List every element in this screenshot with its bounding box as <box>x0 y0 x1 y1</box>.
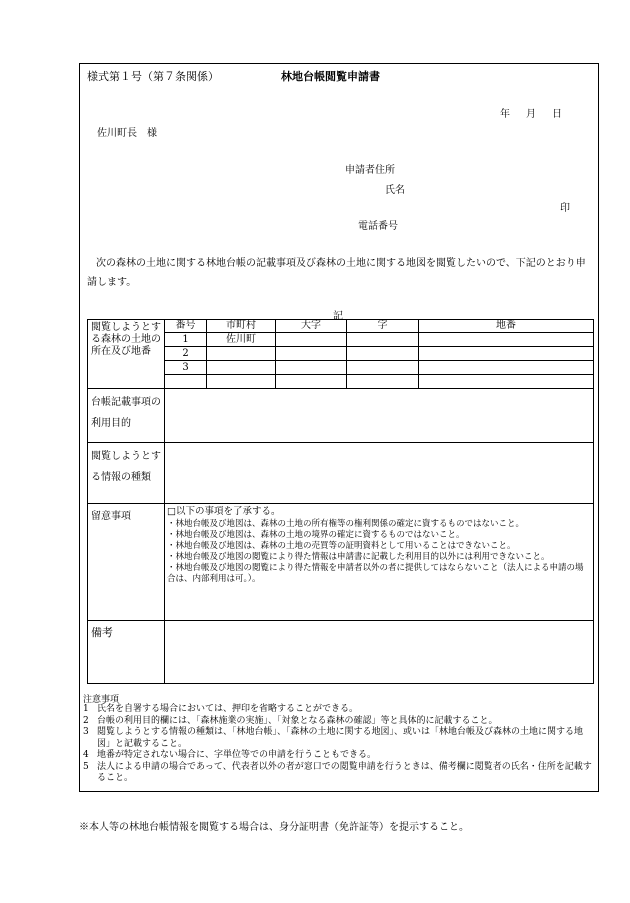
form-number: 様式第１号（第７条関係） <box>87 70 219 83</box>
date-year: 年 <box>500 109 510 120</box>
notice-content <box>165 504 594 621</box>
col-aza: 字 <box>347 320 419 333</box>
row-chiban[interactable] <box>419 347 594 361</box>
notice-item: ・林地台帳及び地図は、森林の土地の売買等の証明資料として用いることはできないこと。 <box>167 541 516 551</box>
seal-mark: 印 <box>560 203 570 214</box>
footnote-item: 3 閲覧しようとする情報の種類は、「林地台帳」、「森林の土地に関する地図」、或いは「林地台帳及び森林の土地に関する地図」と記載すること。 <box>83 727 584 749</box>
row-chiban[interactable] <box>419 361 594 375</box>
notice-item: ・林地台帳及び地図は、森林の土地の境界の確定に資するものではないこと。 <box>167 530 465 540</box>
footnote-item: 1 氏名を自署する場合においては、押印を省略することができる。 <box>83 704 359 714</box>
row-oaza[interactable] <box>276 375 347 389</box>
row-city[interactable] <box>207 375 276 389</box>
row-city[interactable] <box>207 347 276 361</box>
purpose-label: 台帳記載事項の利用目的 <box>88 389 165 443</box>
row-aza[interactable] <box>347 375 419 389</box>
col-chiban: 地番 <box>419 320 594 333</box>
date-month: 月 <box>526 109 536 120</box>
addressee: 佐川町長 様 <box>97 128 157 139</box>
info-type-label: 閲覧しようとする情報の種類 <box>88 443 165 504</box>
form-title: 林地台帳閲覧申請書 <box>281 70 380 83</box>
row-chiban[interactable] <box>419 333 594 347</box>
row-aza[interactable] <box>347 333 419 347</box>
notice-item: ・林地台帳及び地図の閲覧により得た情報を申請者以外の者に提供してはならないこと（法人による申請の場合は、内部利用は可。）。 <box>167 563 584 584</box>
location-label: 閲覧しようとする森林の土地の所在及び地番 <box>88 320 165 389</box>
remarks-field[interactable] <box>165 621 594 684</box>
notice-item: ・林地台帳及び地図の閲覧により得た情報は申請書に記載した利用目的以外には利用できないこと。 <box>167 552 550 562</box>
row-number: 1 <box>165 333 207 347</box>
row-number: 3 <box>165 361 207 375</box>
applicant-phone-label: 電話番号 <box>358 221 398 232</box>
row-oaza[interactable] <box>276 347 347 361</box>
row-aza[interactable] <box>347 347 419 361</box>
ki-label: 記 <box>333 311 343 322</box>
bottom-note: ※本人等の林地台帳情報を閲覧する場合は、身分証明書（免許証等）を提示すること。 <box>79 822 469 833</box>
row-oaza[interactable] <box>276 361 347 375</box>
info-type-field[interactable] <box>165 443 594 504</box>
applicant-name-label: 氏名 <box>385 185 405 196</box>
col-number: 番号 <box>165 320 207 333</box>
agree-checkbox[interactable]: □以下の事項を了承する。 <box>167 506 281 517</box>
footnotes-title: 注意事項 <box>83 695 120 705</box>
row-chiban[interactable] <box>419 375 594 389</box>
row-number <box>165 375 207 389</box>
footnotes-list <box>83 704 593 785</box>
purpose-field[interactable] <box>165 389 594 443</box>
notice-item: ・林地台帳及び地図は、森林の土地の所有権等の権利関係の確定に資するものではないこと。 <box>167 519 525 529</box>
row-oaza[interactable] <box>276 333 347 347</box>
row-city[interactable] <box>207 361 276 375</box>
date-line <box>500 105 578 120</box>
col-city: 市町村 <box>207 320 276 333</box>
row-number: 2 <box>165 347 207 361</box>
footnote-item: 4 地番が特定されない場合に、字単位等での申請を行うこともできる。 <box>83 750 377 760</box>
date-day: 日 <box>552 109 562 120</box>
applicant-address-label: 申請者住所 <box>345 165 395 176</box>
col-oaza: 大字 <box>276 320 347 333</box>
footnote-item: 2 台帳の利用目的欄には、「森林施業の実施」、「対象となる森林の確認」等と具体的に記載すること。 <box>83 715 498 726</box>
application-table <box>87 319 594 684</box>
remarks-label: 備考 <box>88 621 165 684</box>
row-city[interactable]: 佐川町 <box>207 333 276 347</box>
notice-label: 留意事項 <box>88 504 165 621</box>
intro-text: 次の森林の土地に関する林地台帳の記載事項及び森林の土地に関する地図を閲覧したいので、下記のとおり申請します。 <box>87 258 586 288</box>
footnote-item: 5 法人による申請の場合であって、代表者以外の者が窓口での閲覧申請を行うときは、備考欄に閲覧者の氏名・住所を記載すること。 <box>83 761 592 783</box>
row-aza[interactable] <box>347 361 419 375</box>
